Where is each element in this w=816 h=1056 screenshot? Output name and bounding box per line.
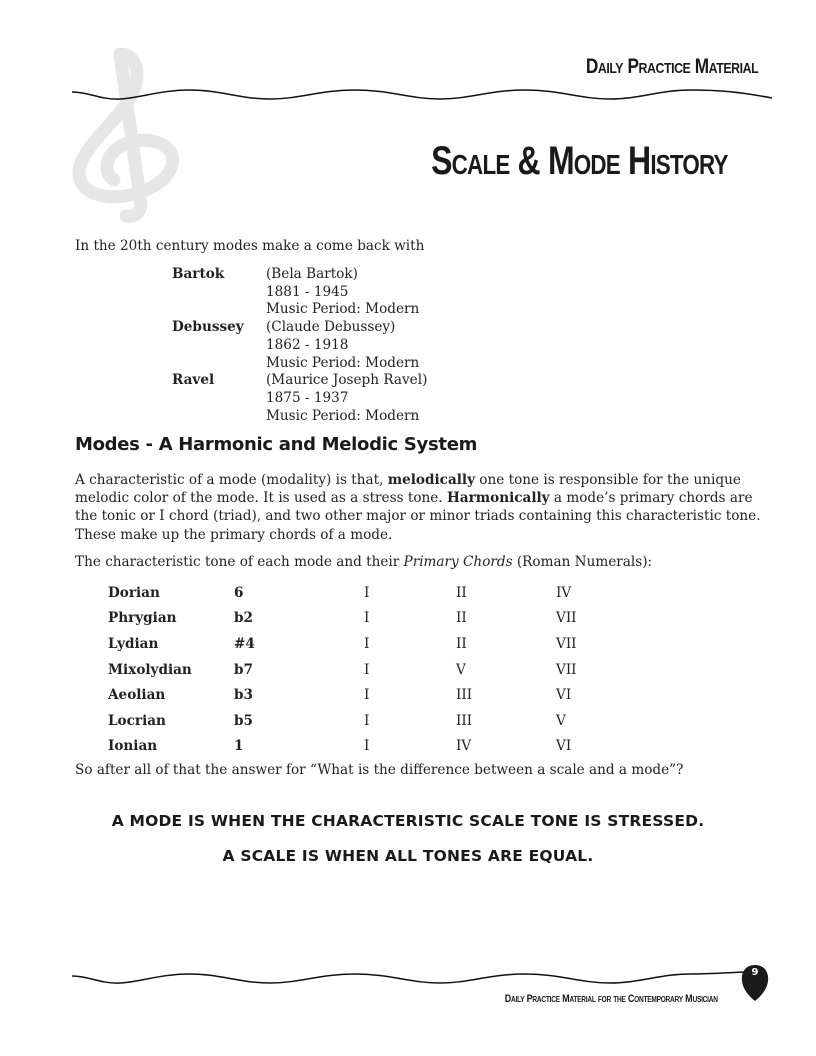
composer-name: Bartok (172, 266, 225, 282)
composer-years: 1875 - 1937 (266, 389, 349, 406)
table-row (108, 580, 616, 606)
page-number: 9 (751, 967, 759, 978)
characteristic-tone: b3 (234, 687, 253, 704)
composer-period: Music Period: Modern (266, 407, 420, 424)
composer-entry (172, 266, 427, 319)
text-run: The characteristic tone of each mode and their (75, 554, 404, 570)
mode-name: Ionian (108, 738, 158, 755)
answer-mode: A MODE IS WHEN THE CHARACTERISTIC SCALE TONE IS STRESSED. (111, 812, 705, 830)
primary-chord: I (364, 610, 370, 627)
characteristic-tone: #4 (234, 635, 255, 652)
characteristic-tone: 6 (234, 584, 244, 601)
primary-chord: III (456, 712, 473, 729)
text-run: A characteristic of a mode (modality) is that, (75, 472, 388, 488)
running-header (586, 55, 758, 79)
mode-name: Locrian (108, 712, 166, 729)
page-title-text: Scale & Mode History (431, 139, 728, 183)
primary-chord: I (364, 712, 370, 729)
text-run: one tone is responsible for the unique melodic color of the mode. It is used as a stress tone. (75, 472, 741, 507)
composer-period: Music Period: Modern (266, 301, 420, 318)
intro-text: In the 20th century modes make a come back with (75, 238, 425, 254)
primary-chord: I (364, 738, 370, 755)
characteristic-tone: b7 (234, 661, 253, 678)
emphasis-primary-chords: Primary Chords (403, 554, 513, 570)
wavy-rule-top (70, 82, 774, 108)
wavy-rule-bottom (70, 966, 746, 992)
text-run: (Roman Numerals): (512, 554, 653, 570)
composer-full-name: (Claude Debussey) (266, 319, 396, 336)
primary-chord: VI (556, 738, 572, 755)
primary-chord: I (364, 661, 370, 678)
emphasis-melodically: melodically (387, 472, 475, 488)
modes-table (108, 580, 616, 759)
composer-name: Debussey (172, 319, 244, 336)
table-row (108, 657, 616, 683)
composer-full-name: (Bela Bartok) (266, 266, 358, 282)
mode-name: Lydian (108, 635, 159, 652)
primary-chord: VII (556, 661, 577, 678)
composer-entry (172, 372, 427, 425)
answer-scale: A SCALE IS WHEN ALL TONES ARE EQUAL. (222, 847, 594, 865)
mode-name: Mixolydian (108, 661, 192, 678)
mode-name: Dorian (108, 584, 160, 601)
primary-chord: II (456, 584, 467, 601)
mode-name: Aeolian (108, 687, 166, 704)
primary-chord: VI (556, 687, 572, 704)
modality-paragraph (75, 471, 765, 544)
composer-name: Ravel (172, 372, 215, 389)
running-footer-text: Daily Practice Material for the Contemporary Musician (505, 993, 718, 1005)
running-header-text: Daily Practice Material (585, 55, 758, 78)
composer-entry (172, 319, 427, 372)
primary-chord: I (364, 687, 370, 704)
primary-chord: VII (556, 635, 577, 652)
mode-name: Phrygian (108, 610, 177, 627)
primary-chord: IV (556, 584, 572, 601)
primary-chord: I (364, 584, 370, 601)
composer-period: Music Period: Modern (266, 354, 420, 371)
primary-chord: II (456, 610, 467, 627)
question-text: So after all of that the answer for “What is the difference between a scale and a mode”? (75, 762, 684, 778)
text-run: a mode’s primary chords are the tonic or I chord (triad), and two other major or minor triads containing this characteristic tone. These make up the primary chords of a mode. (75, 490, 761, 543)
primary-chord: V (556, 712, 566, 729)
characteristic-tone: b2 (234, 610, 253, 627)
treble-clef-icon (68, 48, 198, 224)
primary-chord: I (364, 635, 370, 652)
primary-chord: III (456, 687, 473, 704)
running-footer (505, 993, 718, 1005)
emphasis-harmonically: Harmonically (446, 490, 550, 507)
table-row (108, 734, 616, 760)
primary-chord: II (456, 635, 467, 652)
primary-chord: VII (556, 610, 577, 627)
table-row (108, 606, 616, 632)
section-heading: Modes - A Harmonic and Melodic System (75, 434, 478, 455)
composer-list (172, 266, 427, 425)
primary-chord: IV (456, 738, 472, 755)
composer-years: 1881 - 1945 (266, 283, 349, 300)
characteristic-tone: 1 (234, 738, 244, 755)
table-row (108, 708, 616, 734)
primary-chord: V (456, 661, 466, 678)
composer-full-name: (Maurice Joseph Ravel) (266, 372, 428, 389)
primary-chords-intro (75, 553, 765, 571)
table-row (108, 682, 616, 708)
page-title (431, 139, 728, 184)
characteristic-tone: b5 (234, 712, 253, 729)
table-row (108, 631, 616, 657)
composer-years: 1862 - 1918 (266, 336, 349, 353)
